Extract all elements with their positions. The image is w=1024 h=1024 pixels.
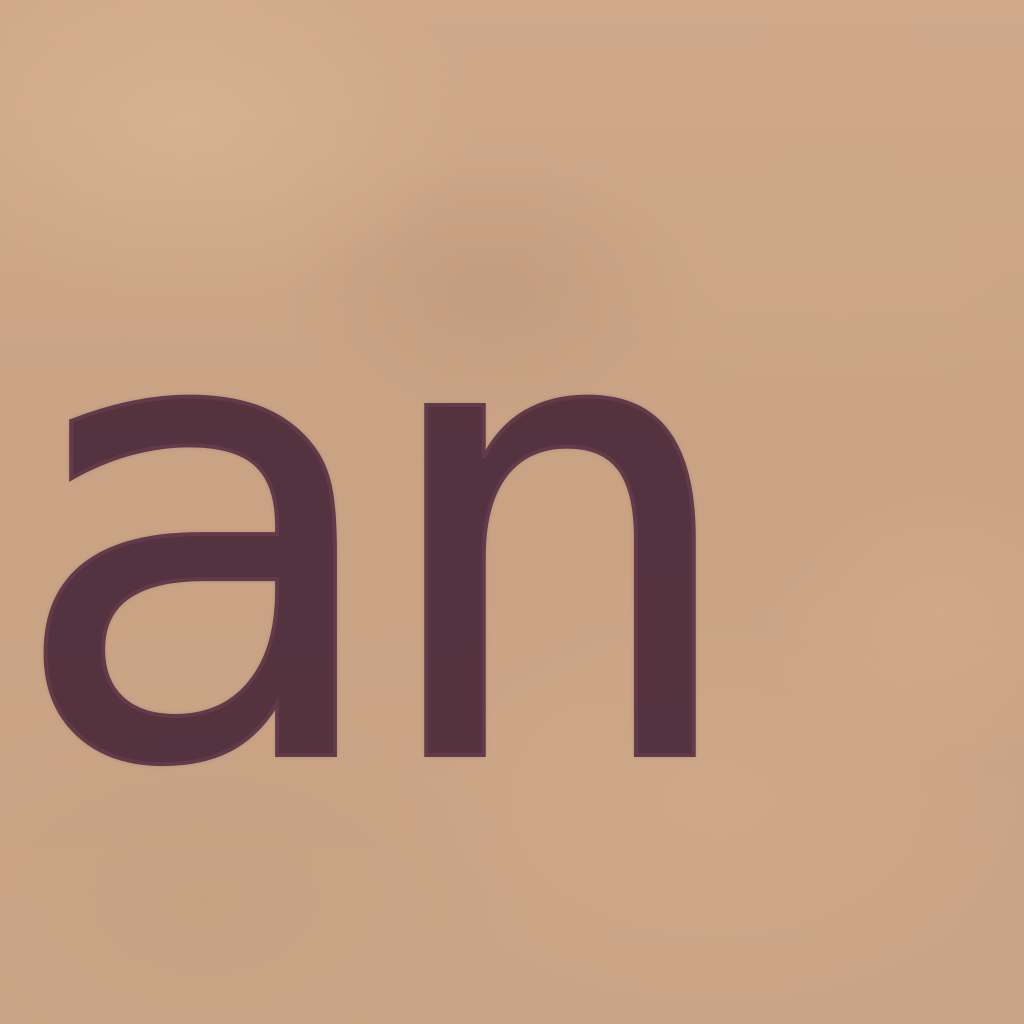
typed-word: an bbox=[4, 161, 727, 906]
